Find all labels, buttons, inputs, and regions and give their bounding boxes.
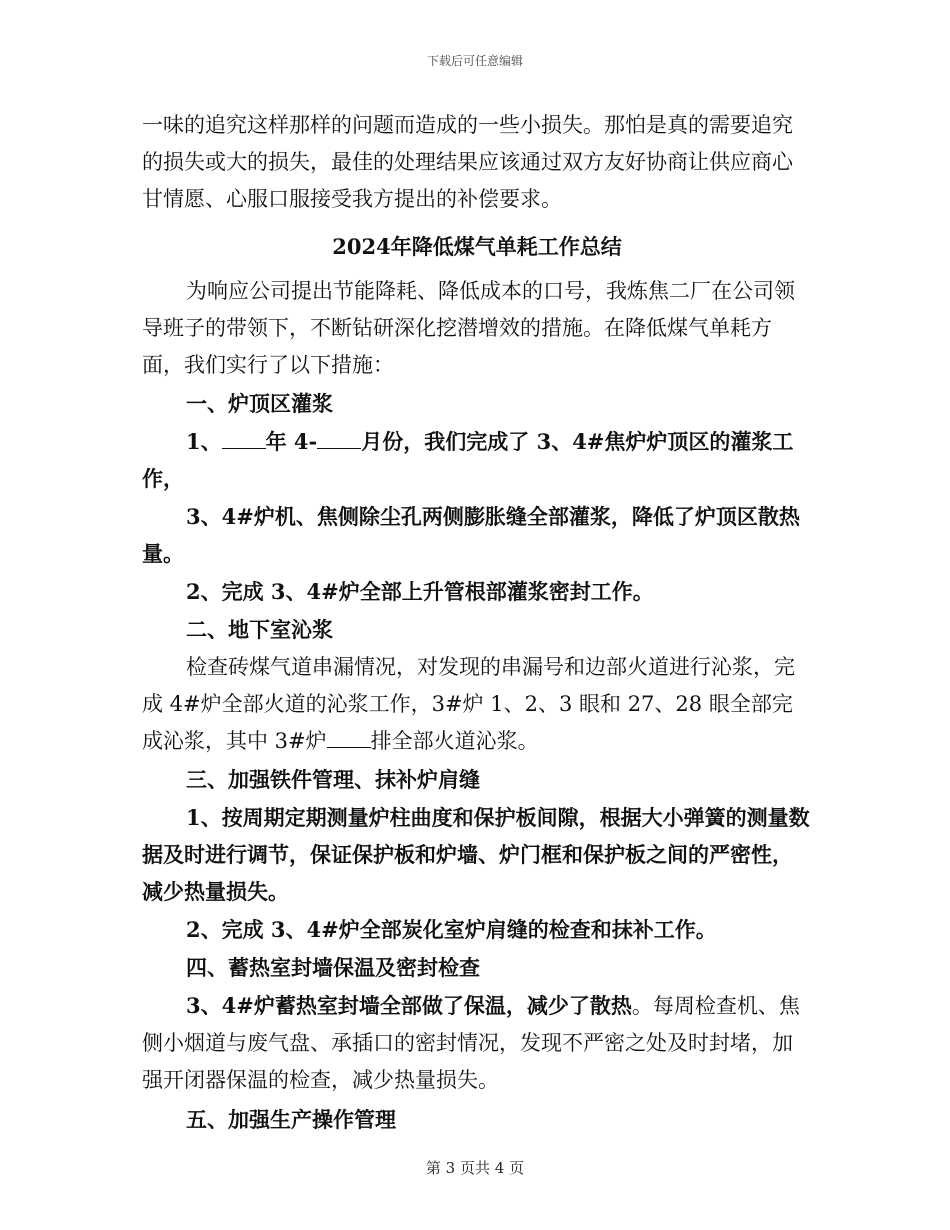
section-1-heading: 一、炉顶区灌浆 xyxy=(186,391,333,416)
section-2-heading: 二、地下室沁浆 xyxy=(186,617,333,642)
fill-blank xyxy=(317,430,361,449)
section-1-item-1 xyxy=(142,423,812,497)
document-body xyxy=(142,107,812,1138)
body-text: 检查砖煤气道串漏情况，对发现的串漏号和边部火道进行沁浆，完成 4#炉全部火道的沁浆工作，3#炉 1、2、3 眼和 27、28 眼全部完成沁浆，其中 3#炉 xyxy=(142,655,795,753)
item-text-part: 年 4- xyxy=(265,429,318,454)
fill-blank xyxy=(327,729,371,748)
body-text: 排全部火道沁浆。 xyxy=(370,729,539,753)
section-1-item-2: 2、完成 3、4#炉全部上升管根部灌浆密封工作。 xyxy=(186,579,654,604)
section-4-heading: 四、蓄热室封墙保温及密封检查 xyxy=(186,955,480,980)
section-1-item-3: 3、4#炉机、焦侧除尘孔两侧膨胀缝全部灌浆，降低了炉顶区散热量。 xyxy=(142,504,800,566)
section-2-body xyxy=(142,649,812,760)
fill-blank xyxy=(222,430,266,449)
section-3-heading: 三、加强铁件管理、抹补炉肩缝 xyxy=(186,767,480,792)
page-header: 下载后可任意编辑 xyxy=(426,54,523,68)
section-3-item-2: 2、完成 3、4#炉全部炭化室炉肩缝的检查和抹补工作。 xyxy=(186,917,717,942)
section-3-item-1: 1、按周期定期测量炉柱曲度和保护板间隙，根据大小弹簧的测量数据及时进行调节，保证保护板和炉墙、炉门框和保护板之间的严密性，减少热量损失。 xyxy=(142,805,810,904)
page-footer: 第 3 页共 4 页 xyxy=(425,1159,525,1177)
intro-paragraph: 一味的追究这样那样的问题而造成的一些小损失。那怕是真的需要追究的损失或大的损失，最佳的处理结果应该通过双方友好协商让供应商心甘情愿、心服口服接受我方提出的补偿要求。 xyxy=(142,113,793,211)
section-4-body xyxy=(142,987,812,1099)
body-bold-text: 3、4#炉蓄热室封墙全部做了保温，减少了散热 xyxy=(186,993,632,1018)
document-title: 2024年降低煤气单耗工作总结 xyxy=(332,234,622,259)
opening-paragraph: 为响应公司提出节能降耗、降低成本的口号，我炼焦二厂在公司领导班子的带领下，不断钻研深化挖潜增效的措施。在降低煤气单耗方面，我们实行了以下措施： xyxy=(142,279,795,377)
section-5-heading: 五、加强生产操作管理 xyxy=(186,1107,396,1132)
item-text-part: 月份，我们完成了 3、4#焦炉炉顶区的灌浆工作， xyxy=(142,429,794,491)
body-text: 。每周检查机、焦侧小烟道与废气盘、承插口的密封情况，发现不严密之处及时封堵，加强开闭器保温的检查，减少热量损失。 xyxy=(142,994,800,1092)
item-number: 1、 xyxy=(186,429,222,454)
